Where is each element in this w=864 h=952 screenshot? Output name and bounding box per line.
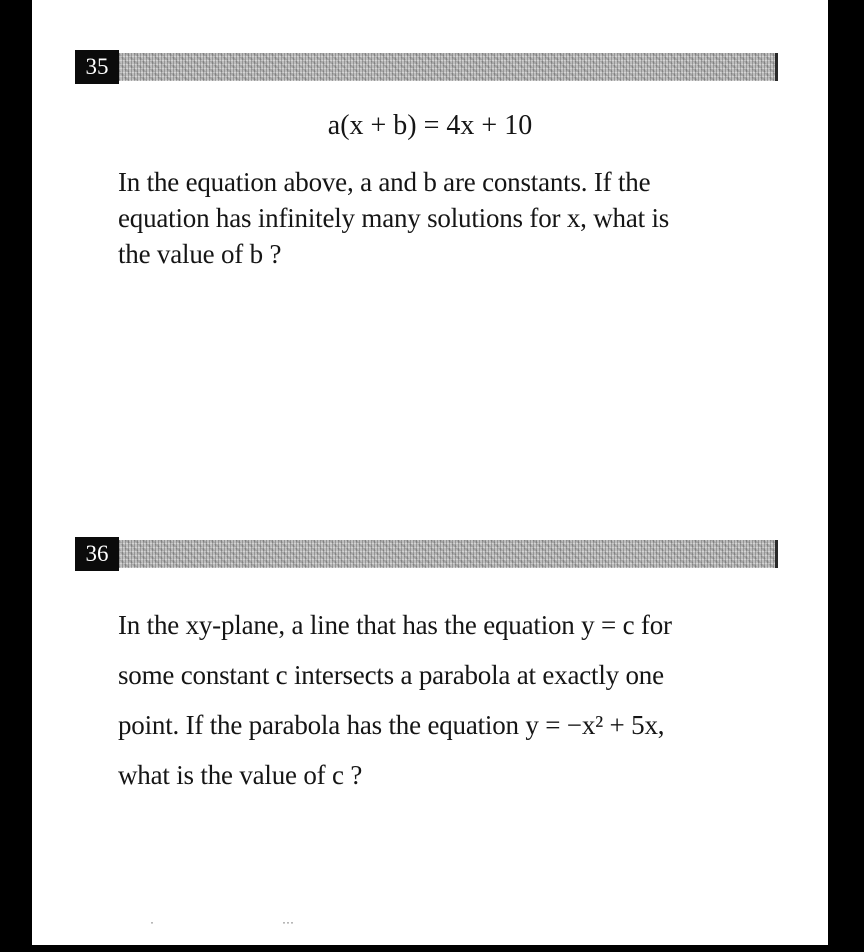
question-36-header — [75, 537, 778, 571]
question-35-header — [75, 50, 778, 84]
question-36-line-2: some constant c intersects a parabola at exactly one — [118, 660, 664, 690]
scan-speck: · — [150, 915, 154, 929]
question-36-line-3: point. If the parabola has the equation y = −x² + 5x, — [118, 710, 665, 740]
header-stripe — [119, 540, 778, 568]
question-35-line-1: In the equation above, a and b are constants. If the — [118, 167, 651, 197]
question-35-line-2: equation has infinitely many solutions for x, what is — [118, 203, 670, 233]
worksheet-page — [32, 0, 828, 945]
header-stripe — [119, 53, 778, 81]
question-number-35: 35 — [75, 50, 119, 84]
question-35-text — [118, 164, 778, 272]
question-number-36: 36 — [75, 537, 119, 571]
question-35-equation — [32, 110, 828, 142]
question-36-line-4: what is the value of c ? — [118, 760, 363, 790]
equation-text: a(x + b) = 4x + 10 — [327, 110, 533, 141]
question-36-text — [118, 600, 778, 800]
question-35-line-3: the value of b ? — [118, 239, 282, 269]
scan-speck: ··· — [282, 915, 294, 929]
question-36-line-1: In the xy-plane, a line that has the equation y = c for — [118, 610, 672, 640]
